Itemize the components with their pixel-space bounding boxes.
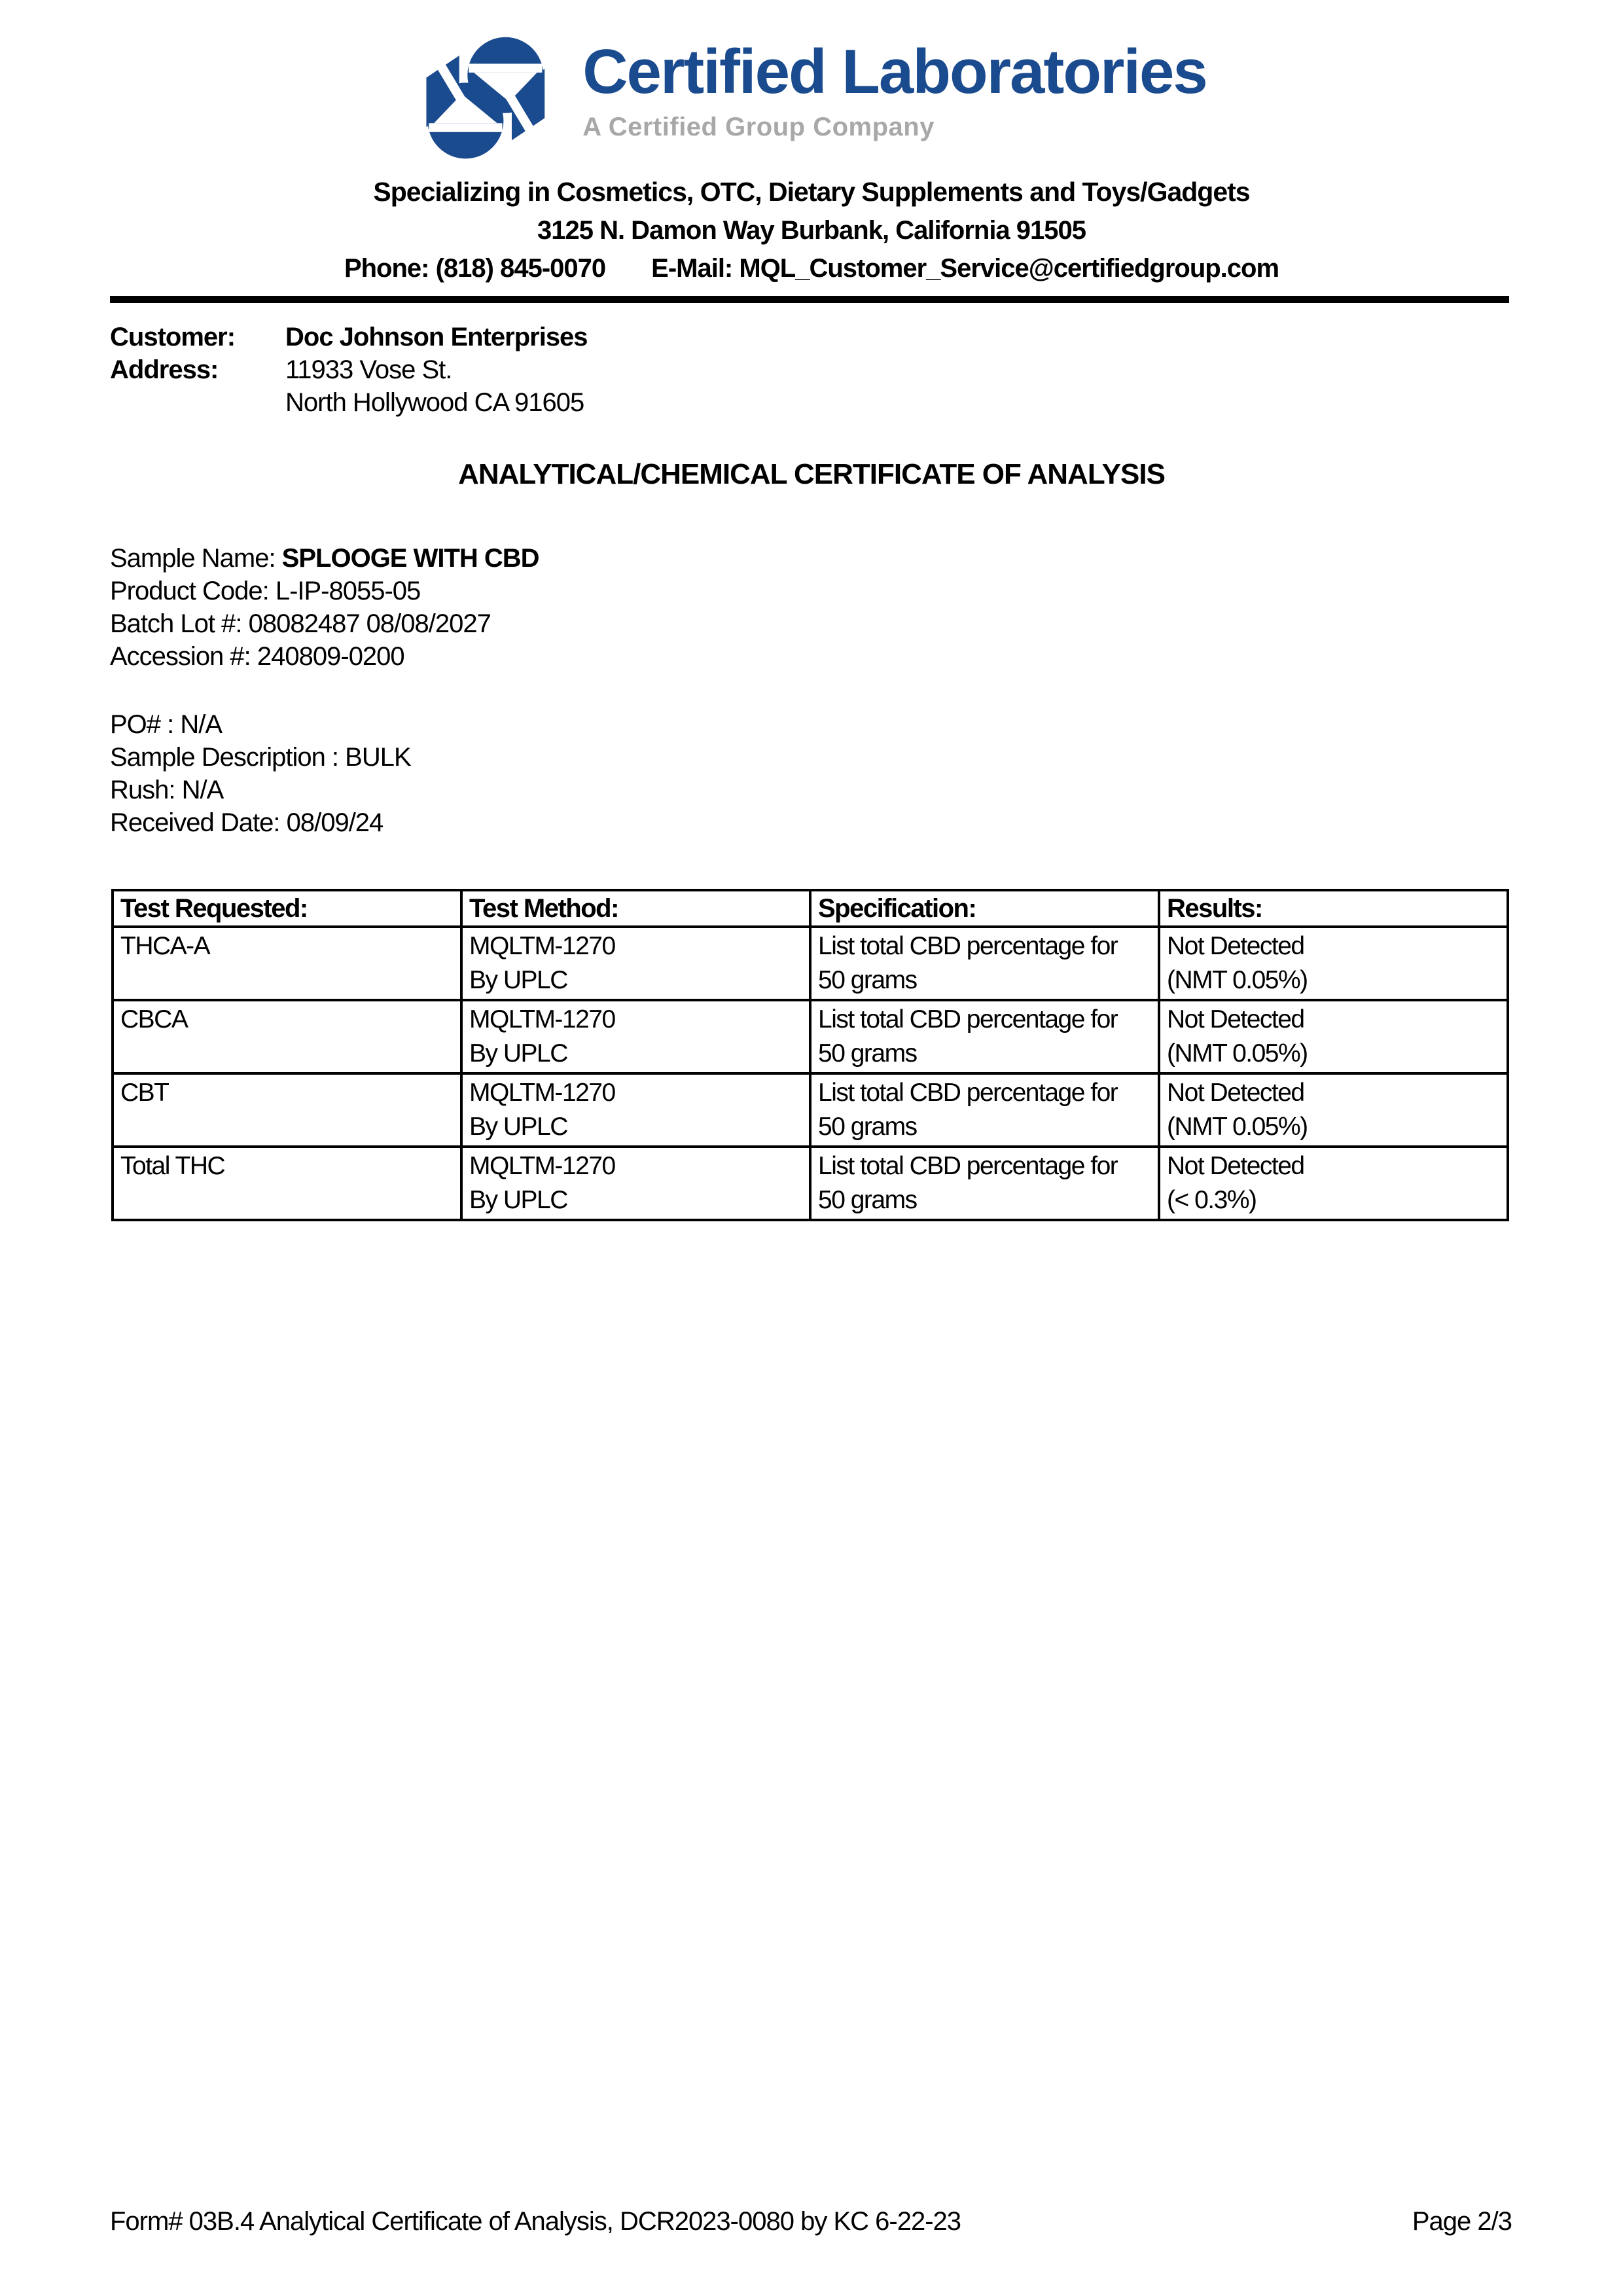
table-row — [113, 1147, 1508, 1220]
received-date-line: Received Date: 08/09/24 — [110, 808, 383, 837]
results-table — [111, 889, 1509, 1221]
cell-specification: List total CBD percentage for 50 grams — [810, 927, 1159, 1000]
cell-test-method: MQLTM-1270 By UPLC — [461, 1000, 810, 1073]
header-divider-rule — [110, 296, 1509, 303]
table-row — [113, 1000, 1508, 1073]
order-info-block — [110, 708, 411, 839]
sample-name-label: Sample Name: — [110, 544, 282, 573]
table-row — [113, 1073, 1508, 1147]
sample-description-line: Sample Description : BULK — [110, 743, 411, 772]
cell-result: Not Detected (NMT 0.05%) — [1159, 1000, 1508, 1073]
sample-name-line — [110, 542, 539, 575]
cell-specification: List total CBD percentage for 50 grams — [810, 1000, 1159, 1073]
customer-address-label: Address: — [110, 355, 219, 384]
lab-address-line: 3125 N. Damon Way Burbank, California 91505 — [537, 216, 1086, 245]
cell-test-method: MQLTM-1270 By UPLC — [461, 1147, 810, 1220]
cell-specification: List total CBD percentage for 50 grams — [810, 1073, 1159, 1147]
cell-test-method: MQLTM-1270 By UPLC — [461, 1073, 810, 1147]
cell-result: Not Detected (< 0.3%) — [1159, 1147, 1508, 1220]
logo-header — [0, 14, 1623, 166]
cell-test-name: THCA-A — [113, 927, 461, 1000]
customer-address-line1: 11933 Vose St. — [285, 355, 452, 384]
customer-address-line2: North Hollywood CA 91605 — [285, 388, 584, 417]
product-code-line: Product Code: L-IP-8055-05 — [110, 577, 421, 605]
spacer-cell — [110, 386, 285, 419]
results-table-header-row — [113, 890, 1508, 927]
header-test-method: Test Method: — [461, 890, 810, 927]
cell-test-name: CBT — [113, 1073, 461, 1147]
cell-test-name: Total THC — [113, 1147, 461, 1220]
cell-test-method: MQLTM-1270 By UPLC — [461, 927, 810, 1000]
batch-lot-line: Batch Lot #: 08082487 08/08/2027 — [110, 609, 491, 638]
lab-phone: Phone: (818) 845-0070 — [344, 254, 606, 283]
po-line: PO# : N/A — [110, 710, 223, 739]
phone-email-line — [0, 254, 1623, 283]
cell-test-name: CBCA — [113, 1000, 461, 1073]
logo-text-block — [582, 14, 1207, 142]
customer-block — [110, 321, 588, 419]
customer-label: Customer: — [110, 323, 236, 351]
cell-result: Not Detected (NMT 0.05%) — [1159, 927, 1508, 1000]
specializing-line: Specializing in Cosmetics, OTC, Dietary Supplements and Toys/Gadgets — [373, 177, 1250, 207]
footer-form-reference: Form# 03B.4 Analytical Certificate of Analysis, DCR2023-0080 by KC 6-22-23 — [110, 2207, 961, 2236]
sample-info-block — [110, 542, 539, 673]
sample-name-value: SPLOOGE WITH CBD — [281, 544, 539, 573]
header-specification: Specification: — [810, 890, 1159, 927]
brand-name: Certified Laboratories — [582, 37, 1207, 107]
lab-email: E-Mail: MQL_Customer_Service@certifiedgroup.com — [651, 254, 1279, 283]
header-results: Results: — [1159, 890, 1508, 927]
page-footer — [110, 2207, 1512, 2236]
cell-specification: List total CBD percentage for 50 grams — [810, 1147, 1159, 1220]
brand-tagline: A Certified Group Company — [582, 113, 935, 141]
accession-line: Accession #: 240809-0200 — [110, 642, 404, 671]
customer-name: Doc Johnson Enterprises — [285, 323, 588, 351]
certified-laboratories-funnel-logo-icon — [416, 14, 568, 166]
header-test-requested: Test Requested: — [113, 890, 461, 927]
footer-page-number: Page 2/3 — [1412, 2207, 1512, 2236]
table-row — [113, 927, 1508, 1000]
rush-line: Rush: N/A — [110, 776, 224, 804]
document-title: ANALYTICAL/CHEMICAL CERTIFICATE OF ANALYSIS — [458, 458, 1165, 490]
cell-result: Not Detected (NMT 0.05%) — [1159, 1073, 1508, 1147]
